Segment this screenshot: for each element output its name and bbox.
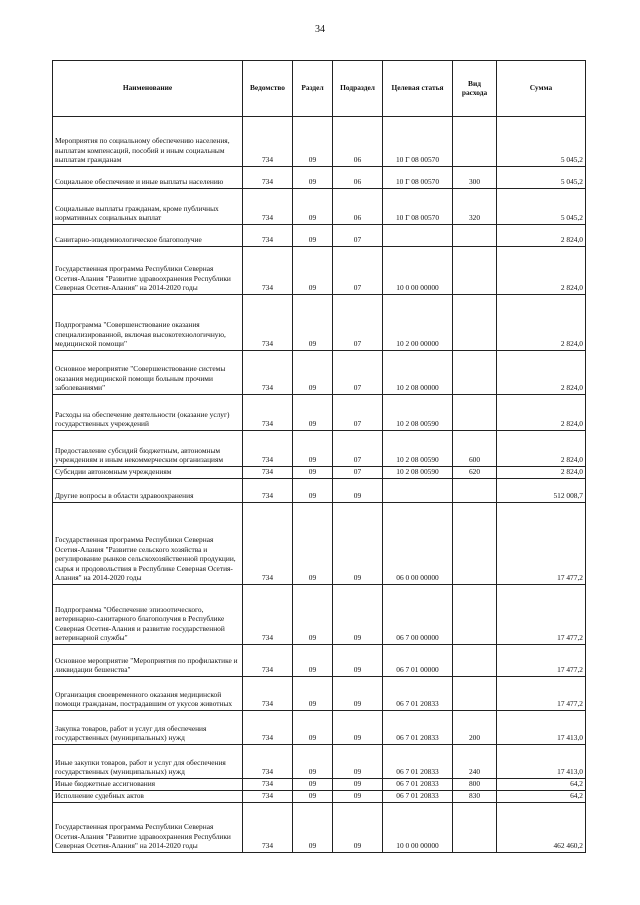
cell-subsection: 09 (333, 711, 383, 745)
cell-dept: 734 (243, 247, 293, 295)
cell-dept: 734 (243, 467, 293, 479)
cell-subsection: 09 (333, 677, 383, 711)
cell-target: 10 Г 08 00570 (383, 189, 453, 225)
cell-amount: 17 477,2 (497, 585, 586, 645)
cell-name: Государственная программа Республики Северная Осетия-Алания "Развитие сельского хозяйства и регулирование рынков сельскохозяйственной продукции, сырья и продовольствия в Республике Северная Осетия-Алания" на 2014-2020 годы (53, 503, 243, 585)
table-row (53, 745, 586, 779)
cell-target: 10 2 08 00590 (383, 467, 453, 479)
cell-section: 09 (293, 247, 333, 295)
cell-name: Основное мероприятие "Мероприятия по профилактике и ликвидации бешенства" (53, 645, 243, 677)
cell-name: Подпрограмма "Совершенствование оказания специализированной, включая высокотехнологичную, медицинской помощи" (53, 295, 243, 351)
cell-amount: 5 045,2 (497, 117, 586, 167)
cell-section: 09 (293, 117, 333, 167)
cell-target: 10 0 00 00000 (383, 803, 453, 853)
cell-name: Подпрограмма "Обеспечение эпизоотического, ветеринарно-санитарного благополучия в Республике Северная Осетия-Алания и развитие государственной ветеринарной службы" (53, 585, 243, 645)
cell-name: Субсидии автономным учреждениям (53, 467, 243, 479)
table-row (53, 803, 586, 853)
cell-subsection: 07 (333, 295, 383, 351)
cell-subsection: 09 (333, 645, 383, 677)
cell-type (453, 117, 497, 167)
header-dept: Ведомство (243, 61, 293, 117)
cell-name: Предоставление субсидий бюджетным, автономным учреждениям и иным некоммерческим организациям (53, 431, 243, 467)
cell-name: Закупка товаров, работ и услуг для обеспечения государственных (муниципальных) нужд (53, 711, 243, 745)
table-row (53, 247, 586, 295)
cell-dept: 734 (243, 677, 293, 711)
cell-subsection: 06 (333, 189, 383, 225)
cell-dept: 734 (243, 295, 293, 351)
table-row (53, 645, 586, 677)
cell-section: 09 (293, 677, 333, 711)
header-name: Наименование (53, 61, 243, 117)
table-row (53, 467, 586, 479)
cell-dept: 734 (243, 779, 293, 791)
cell-dept: 734 (243, 117, 293, 167)
cell-dept: 734 (243, 189, 293, 225)
cell-dept: 734 (243, 791, 293, 803)
cell-target: 06 7 00 00000 (383, 585, 453, 645)
cell-dept: 734 (243, 711, 293, 745)
cell-dept: 734 (243, 479, 293, 503)
cell-target (383, 479, 453, 503)
cell-section: 09 (293, 803, 333, 853)
cell-type (453, 677, 497, 711)
cell-section: 09 (293, 351, 333, 395)
cell-type (453, 395, 497, 431)
cell-type (453, 225, 497, 247)
cell-name: Организация своевременного оказания медицинской помощи гражданам, пострадавшим от укусов животных (53, 677, 243, 711)
cell-name: Другие вопросы в области здравоохранения (53, 479, 243, 503)
cell-section: 09 (293, 431, 333, 467)
cell-subsection: 07 (333, 467, 383, 479)
cell-amount: 2 824,0 (497, 431, 586, 467)
cell-section: 09 (293, 479, 333, 503)
cell-dept: 734 (243, 585, 293, 645)
cell-name: Государственная программа Республики Северная Осетия-Алания "Развитие здравоохранения Республики Северная Осетия-Алания" на 2014-2020 годы (53, 803, 243, 853)
cell-section: 09 (293, 645, 333, 677)
cell-subsection: 09 (333, 803, 383, 853)
cell-section: 09 (293, 711, 333, 745)
cell-section: 09 (293, 395, 333, 431)
cell-type (453, 585, 497, 645)
cell-subsection: 09 (333, 779, 383, 791)
cell-subsection: 09 (333, 479, 383, 503)
header-target: Целевая статья (383, 61, 453, 117)
cell-target: 06 7 01 20833 (383, 791, 453, 803)
cell-dept: 734 (243, 803, 293, 853)
table-row (53, 225, 586, 247)
table-row (53, 167, 586, 189)
cell-section: 09 (293, 585, 333, 645)
cell-amount: 17 413,0 (497, 745, 586, 779)
table-row (53, 295, 586, 351)
cell-target: 06 7 01 20833 (383, 745, 453, 779)
cell-amount: 2 824,0 (497, 351, 586, 395)
table-row (53, 431, 586, 467)
cell-subsection: 06 (333, 117, 383, 167)
cell-amount: 17 477,2 (497, 677, 586, 711)
cell-amount: 2 824,0 (497, 295, 586, 351)
cell-section: 09 (293, 167, 333, 189)
cell-amount: 5 045,2 (497, 167, 586, 189)
table-row (53, 351, 586, 395)
cell-type (453, 479, 497, 503)
cell-section: 09 (293, 225, 333, 247)
cell-type (453, 645, 497, 677)
cell-name: Санитарно-эпидемиологическое благополучие (53, 225, 243, 247)
cell-type: 240 (453, 745, 497, 779)
table-row (53, 189, 586, 225)
table-row (53, 585, 586, 645)
cell-amount: 17 477,2 (497, 645, 586, 677)
cell-amount: 2 824,0 (497, 467, 586, 479)
cell-type (453, 295, 497, 351)
cell-dept: 734 (243, 431, 293, 467)
header-amount: Сумма (497, 61, 586, 117)
cell-type: 600 (453, 431, 497, 467)
cell-section: 09 (293, 745, 333, 779)
cell-target: 06 7 01 20833 (383, 779, 453, 791)
cell-name: Иные закупки товаров, работ и услуг для обеспечения государственных (муниципальных) нужд (53, 745, 243, 779)
cell-target: 06 7 01 00000 (383, 645, 453, 677)
cell-type (453, 351, 497, 395)
cell-type: 200 (453, 711, 497, 745)
cell-name: Исполнение судебных актов (53, 791, 243, 803)
cell-type: 800 (453, 779, 497, 791)
cell-dept: 734 (243, 395, 293, 431)
table-row (53, 117, 586, 167)
cell-target: 10 2 08 00000 (383, 351, 453, 395)
cell-name: Основное мероприятие "Совершенствование системы оказания медицинской помощи больным прочими заболеваниями" (53, 351, 243, 395)
cell-subsection: 07 (333, 351, 383, 395)
cell-amount: 2 824,0 (497, 247, 586, 295)
cell-amount: 5 045,2 (497, 189, 586, 225)
cell-name: Расходы на обеспечение деятельности (оказание услуг) государственных учреждений (53, 395, 243, 431)
page-number: 34 (315, 24, 325, 35)
cell-subsection: 09 (333, 745, 383, 779)
cell-amount: 2 824,0 (497, 225, 586, 247)
cell-section: 09 (293, 189, 333, 225)
cell-target (383, 225, 453, 247)
cell-type (453, 803, 497, 853)
cell-subsection: 07 (333, 225, 383, 247)
cell-amount: 64,2 (497, 779, 586, 791)
cell-name: Иные бюджетные ассигнования (53, 779, 243, 791)
table-header-row (53, 61, 586, 117)
cell-amount: 17 477,2 (497, 503, 586, 585)
header-subsection: Подраздел (333, 61, 383, 117)
cell-type: 320 (453, 189, 497, 225)
cell-name: Государственная программа Республики Северная Осетия-Алания "Развитие здравоохранения Республики Северная Осетия-Алания" на 2014-2020 годы (53, 247, 243, 295)
cell-type: 300 (453, 167, 497, 189)
table-row (53, 677, 586, 711)
cell-target: 06 7 01 20833 (383, 677, 453, 711)
table-row (53, 791, 586, 803)
cell-subsection: 07 (333, 247, 383, 295)
cell-type: 620 (453, 467, 497, 479)
cell-section: 09 (293, 503, 333, 585)
budget-table (52, 60, 586, 853)
cell-section: 09 (293, 791, 333, 803)
cell-subsection: 09 (333, 585, 383, 645)
cell-target: 10 Г 08 00570 (383, 167, 453, 189)
cell-dept: 734 (243, 167, 293, 189)
cell-target: 06 0 00 00000 (383, 503, 453, 585)
table-row (53, 711, 586, 745)
cell-subsection: 07 (333, 395, 383, 431)
table-body (53, 117, 586, 853)
cell-subsection: 09 (333, 791, 383, 803)
cell-subsection: 07 (333, 431, 383, 467)
cell-name: Мероприятия по социальному обеспечению населения, выплатам компенсаций, пособий и иным социальным выплатам гражданам (53, 117, 243, 167)
table-row (53, 779, 586, 791)
cell-amount: 512 008,7 (497, 479, 586, 503)
cell-dept: 734 (243, 503, 293, 585)
cell-type (453, 503, 497, 585)
cell-type: 830 (453, 791, 497, 803)
cell-amount: 2 824,0 (497, 395, 586, 431)
cell-target: 10 2 08 00590 (383, 395, 453, 431)
cell-target: 06 7 01 20833 (383, 711, 453, 745)
cell-section: 09 (293, 467, 333, 479)
cell-target: 10 0 00 00000 (383, 247, 453, 295)
cell-dept: 734 (243, 745, 293, 779)
cell-amount: 462 460,2 (497, 803, 586, 853)
cell-amount: 64,2 (497, 791, 586, 803)
cell-type (453, 247, 497, 295)
cell-target: 10 2 00 00000 (383, 295, 453, 351)
cell-dept: 734 (243, 645, 293, 677)
cell-name: Социальное обеспечение и иные выплаты населению (53, 167, 243, 189)
cell-dept: 734 (243, 351, 293, 395)
table-row (53, 503, 586, 585)
cell-target: 10 2 08 00590 (383, 431, 453, 467)
cell-subsection: 09 (333, 503, 383, 585)
cell-dept: 734 (243, 225, 293, 247)
cell-target: 10 Г 08 00570 (383, 117, 453, 167)
table-row (53, 395, 586, 431)
cell-subsection: 06 (333, 167, 383, 189)
cell-amount: 17 413,0 (497, 711, 586, 745)
cell-section: 09 (293, 779, 333, 791)
table-row (53, 479, 586, 503)
cell-section: 09 (293, 295, 333, 351)
cell-name: Социальные выплаты гражданам, кроме публичных нормативных социальных выплат (53, 189, 243, 225)
header-type: Вид расхода (453, 61, 497, 117)
header-section: Раздел (293, 61, 333, 117)
